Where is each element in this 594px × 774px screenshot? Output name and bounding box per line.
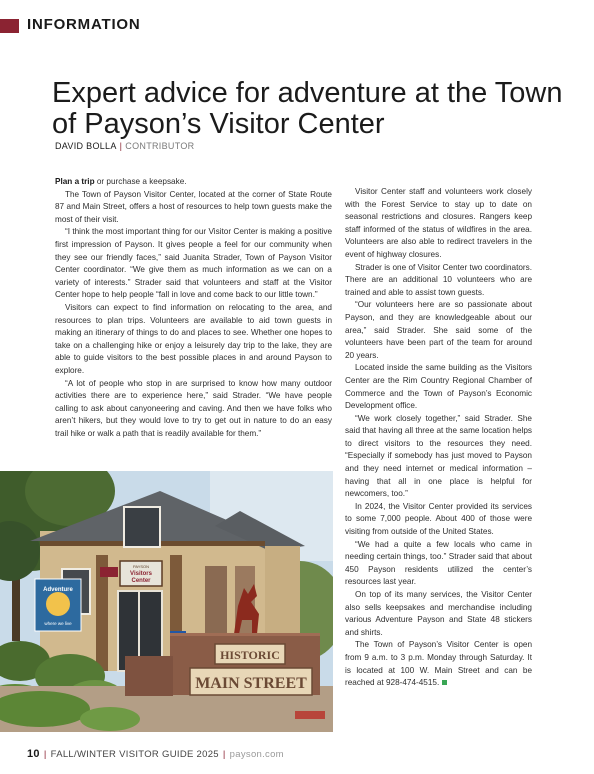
article-paragraph: “A lot of people who stop in are surprised to know how many outdoor activities there are to experience here,” said Strader. “We have people calling to ask about canyoneering and caving. And then we have folks who aren’t hikers, but they would love to try to get out in nature to do an easy trail hike or walk a path that is readily available for them.” (55, 378, 332, 438)
lead-rest: or purchase a keepsake. (94, 177, 187, 186)
article-right-column (345, 186, 532, 690)
article-paragraph: “I think the most important thing for our Visitor Center is making a positive first impression of Payson. It gives people a feel for our community when they see our friendly faces,” said Juanita Strader, Town of Payson Visitor Center coordinator. “We give them as much information as we can on a variety of interests.” Strader said that volunteers and staff at the Visitor Center hope to help people “fall in love and come back to our little town.” (55, 227, 332, 300)
article-paragraph: “We work closely together,” said Strader. She said that having all three at the same location helps to direct visitors to the resources they need. “Especially if somebody has just moved to Payson and they need internet or medical information – having that all in one place is helpful for newcomers, too.” (345, 413, 532, 499)
byline-author: DAVID BOLLA (55, 141, 117, 151)
article-paragraph: Visitor Center staff and volunteers work closely with the Forest Service to stay up to date on seasonal restrictions and closures. Rangers keep staff informed of the status of wildfires in the area. Volunteers are also able to redirect travelers in the event of highway closures. (345, 187, 532, 259)
article-left-column (55, 176, 332, 440)
adventure-banner-line1: Adventure (43, 587, 73, 593)
article-paragraph: Visitors can expect to find information on relocating to the area, and resources to plan trips. Volunteers are available to aid town guests in making an itinerary of things to do and places to see. Whether one hopes to take on a challenging hike or enjoy a leisurely day trip to the lake, they are able to guide visitors to the best possible places in and around Payson to explore. (55, 302, 332, 375)
center-sign-line3: Center (131, 578, 151, 584)
article-paragraph: On top of its many services, the Visitor Center also sells keepsakes and merchandise including various Adventure Payson and State 48 stickers and shirts. (345, 590, 532, 637)
article-paragraph: “Our volunteers here are so passionate about Payson, and they are knowledgeable about our area,” said Strader. She said some of the volunteers have been part of the team for around 20 years. (345, 300, 532, 360)
article-paragraph-final (345, 639, 532, 689)
end-of-article-mark (442, 680, 447, 685)
lead-bold: Plan a trip (55, 177, 95, 186)
byline (55, 141, 194, 151)
center-sign-line2: Visitors (130, 571, 152, 577)
adventure-banner-line2: where we live (44, 621, 72, 626)
headline: Expert advice for adventure at the Town of Payson’s Visitor Center (52, 77, 563, 140)
sign-historic: HISTORIC (220, 648, 280, 662)
article-paragraph: In 2024, the Visitor Center provided its services to some 7,000 people. About 400 of those were visiting from outside of the United States. (345, 501, 532, 537)
sign-main-street: MAIN STREET (195, 675, 307, 692)
article-paragraph: “We had a quite a few locals who came in needing certain things, too.” Strader said that about 450 Payson residents utilized the center’s resources last year. (345, 539, 532, 587)
visitor-center-illustration (0, 471, 333, 732)
footer-publication: FALL/WINTER VISITOR GUIDE 2025 (50, 749, 219, 760)
footer-site: payson.com (229, 749, 284, 760)
section-label: INFORMATION (27, 16, 141, 33)
visitor-center-photo (0, 471, 333, 732)
page-number: 10 (27, 748, 40, 760)
byline-role: CONTRIBUTOR (125, 141, 195, 151)
byline-separator: | (119, 141, 123, 151)
footer-separator: | (43, 749, 47, 760)
page-footer (27, 748, 284, 760)
lead-paragraph (55, 176, 332, 189)
final-paragraph-text: The Town of Payson’s Visitor Center is open from 9 a.m. to 3 p.m. Monday through Saturday. It is located at 100 W. Main Street and can be reached at 928-474-4515. (345, 640, 532, 688)
section-accent-bar (0, 19, 19, 33)
article-paragraph: Located inside the same building as the Visitors Center are the Rim Country Regional Chamber of Commerce and the Town of Payson’s Economic Development office. (345, 363, 532, 411)
footer-separator: | (222, 749, 226, 760)
article-paragraph: Strader is one of Visitor Center two coordinators. There are an additional 10 volunteers who are trained and able to assist town guests. (345, 262, 532, 297)
center-sign-line1: PAYSON (132, 564, 150, 569)
article-paragraph: The Town of Payson Visitor Center, located at the corner of State Route 87 and Main Street, offers a host of resources to help town guests make the most of their visit. (55, 189, 332, 224)
